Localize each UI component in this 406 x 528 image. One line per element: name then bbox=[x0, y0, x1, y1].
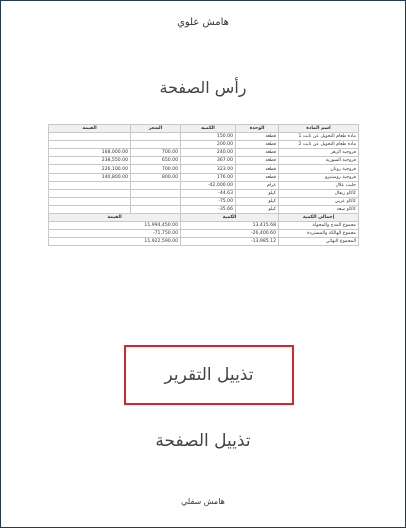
table-cell: قطعه bbox=[236, 173, 279, 181]
table-cell bbox=[131, 205, 181, 213]
table-cell: فروجية الزهر bbox=[279, 149, 359, 157]
table-row bbox=[49, 189, 359, 197]
summary-column-header: إجمالي الكمية bbox=[279, 214, 359, 222]
column-header: السعر bbox=[131, 125, 181, 133]
table-cell: قطعه bbox=[236, 165, 279, 173]
table-cell: -75.00 bbox=[181, 197, 236, 205]
table-cell: غرام bbox=[236, 181, 279, 189]
table-cell: كاكاو عربي bbox=[279, 197, 359, 205]
top-margin-label: هامش علوي bbox=[177, 17, 229, 28]
table-cell: فروجية روتان bbox=[279, 165, 359, 173]
table-cell bbox=[131, 181, 181, 189]
page-footer-title: تذييل الصفحة bbox=[155, 431, 251, 451]
table-cell: مادة طعام التحويل عن ثابت 1 bbox=[279, 133, 359, 141]
summary-row bbox=[49, 222, 359, 230]
table-row bbox=[49, 205, 359, 213]
table-row bbox=[49, 165, 359, 173]
table-cell bbox=[49, 133, 131, 141]
table-cell: كيلو bbox=[236, 197, 279, 205]
summary-cell: -13,985.12 bbox=[181, 238, 279, 246]
table-cell: 226,100.00 bbox=[49, 165, 131, 173]
table-cell: كيلو bbox=[236, 189, 279, 197]
table-cell bbox=[131, 133, 181, 141]
table-cell bbox=[49, 189, 131, 197]
table-cell: 240.00 bbox=[181, 149, 236, 157]
summary-header-row bbox=[49, 214, 359, 222]
summary-cell: مجموع المدخ والمحولة bbox=[279, 222, 359, 230]
table-cell: 168,000.00 bbox=[49, 149, 131, 157]
table-cell bbox=[49, 141, 131, 149]
table-cell: قطعه bbox=[236, 149, 279, 157]
table-cell bbox=[131, 141, 181, 149]
table-cell: 700.00 bbox=[131, 149, 181, 157]
table-cell: 367.00 bbox=[181, 157, 236, 165]
table-row bbox=[49, 197, 359, 205]
materials-table bbox=[48, 124, 359, 246]
summary-cell: 11,994,450.00 bbox=[49, 222, 181, 230]
summary-cell: -26,400.60 bbox=[181, 230, 279, 238]
table-cell: -35.66 bbox=[181, 205, 236, 213]
table-cell: -44.63 bbox=[181, 189, 236, 197]
report-footer-label: تذييل التقرير bbox=[164, 365, 254, 385]
table-cell: فروجية روستيزو bbox=[279, 173, 359, 181]
table-cell: كاكاو سعد bbox=[279, 205, 359, 213]
table-cell: 238,550.00 bbox=[49, 157, 131, 165]
table-cell: فروجية السورية bbox=[279, 157, 359, 165]
table-cell: مادة طعام التحويل عن ثابت 2 bbox=[279, 141, 359, 149]
table-row bbox=[49, 173, 359, 181]
table-cell bbox=[131, 189, 181, 197]
report-footer[interactable] bbox=[124, 345, 294, 405]
table-cell: كيلو bbox=[236, 205, 279, 213]
table-cell: 200.00 bbox=[181, 141, 236, 149]
column-header: اسم المادة bbox=[279, 125, 359, 133]
table-header-row bbox=[49, 125, 359, 133]
bottom-margin-label: هامش سفلي bbox=[181, 497, 225, 506]
table-cell: قطعه bbox=[236, 157, 279, 165]
summary-cell: مجموع الهالكة والمستردة bbox=[279, 230, 359, 238]
table-row bbox=[49, 149, 359, 157]
summary-cell: 11,922,590.00 bbox=[49, 238, 181, 246]
table-cell: 323.00 bbox=[181, 165, 236, 173]
table-cell: 176.00 bbox=[181, 173, 236, 181]
table-cell bbox=[49, 197, 131, 205]
table-cell: حليب علال bbox=[279, 181, 359, 189]
table-cell: كاكاو ريفال bbox=[279, 189, 359, 197]
table-cell: 140,800.00 bbox=[49, 173, 131, 181]
table-cell bbox=[131, 197, 181, 205]
table-row bbox=[49, 181, 359, 189]
table-row bbox=[49, 157, 359, 165]
table-cell: -42,000.00 bbox=[181, 181, 236, 189]
table-cell: 800.00 bbox=[131, 173, 181, 181]
summary-column-header: الكمية bbox=[181, 214, 279, 222]
summary-cell: المجموع النهائي bbox=[279, 238, 359, 246]
table-cell bbox=[49, 205, 131, 213]
column-header: الكمية bbox=[181, 125, 236, 133]
column-header: القيمة bbox=[49, 125, 131, 133]
table-cell bbox=[49, 181, 131, 189]
summary-column-header: القيمة bbox=[49, 214, 181, 222]
table-cell: 700.00 bbox=[131, 165, 181, 173]
table-body bbox=[49, 133, 359, 246]
table-cell: قطعه bbox=[236, 133, 279, 141]
table-cell: قطعه bbox=[236, 141, 279, 149]
summary-row bbox=[49, 230, 359, 238]
column-header: الوحدة bbox=[236, 125, 279, 133]
table-row bbox=[49, 133, 359, 141]
table-cell: 650.00 bbox=[131, 157, 181, 165]
page-header-title: رأس الصفحة bbox=[159, 78, 247, 97]
table-row bbox=[49, 141, 359, 149]
table-cell: 150.00 bbox=[181, 133, 236, 141]
summary-cell: -71,750.00 bbox=[49, 230, 181, 238]
summary-cell: 13,415.68 bbox=[181, 222, 279, 230]
summary-row bbox=[49, 238, 359, 246]
